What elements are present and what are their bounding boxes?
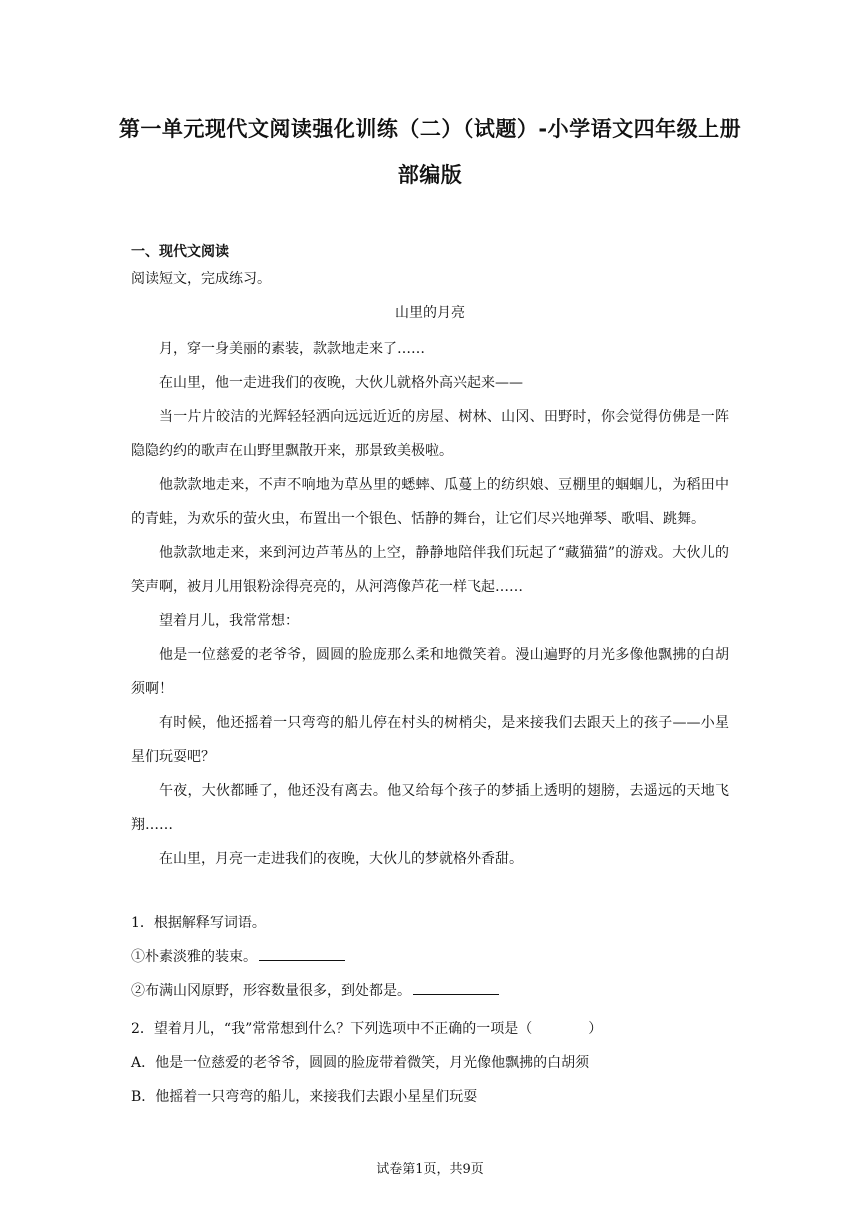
passage-paragraph: 月，穿一身美丽的素装，款款地走来了…… bbox=[159, 341, 425, 357]
section-heading: 一、现代文阅读 bbox=[131, 244, 229, 260]
question-2: 2．望着月儿，“我”常常想到什么？下列选项中不正确的一项是（ ） bbox=[131, 1021, 603, 1037]
passage-paragraph: 在山里，月亮一走进我们的夜晚，大伙儿的梦就格外香甜。 bbox=[159, 851, 523, 867]
document-title: 第一单元现代文阅读强化训练（二）（试题）-小学语文四年级上册部编版 bbox=[118, 117, 742, 187]
page-footer: 试卷第1页，共9页 bbox=[376, 1162, 484, 1177]
answer-blank[interactable] bbox=[259, 946, 345, 961]
reading-passage bbox=[131, 332, 729, 876]
question-2-option-b[interactable]: B．他摇着一只弯弯的船儿，来接我们去跟小星星们玩耍 bbox=[131, 1089, 478, 1105]
passage-paragraph: 他款款地走来，不声不响地为草丛里的蟋蟀、瓜蔓上的纺织娘、豆棚里的蝈蝈儿，为稻田中的青蛙，为欢乐的萤火虫，布置出一个银色、恬静的舞台，让它们尽兴地弹琴、歌唱、跳舞。 bbox=[131, 477, 729, 527]
instruction-text: 阅读短文，完成练习。 bbox=[131, 271, 271, 287]
passage-paragraph: 午夜，大伙都睡了，他还没有离去。他又给每个孩子的梦插上透明的翅膀，去遥远的天地飞翔…… bbox=[131, 783, 729, 833]
question-1-item-b bbox=[131, 974, 729, 1008]
question-1-item-a-text: ①朴素淡雅的装束。 bbox=[131, 949, 257, 965]
passage-paragraph: 当一片片皎洁的光辉轻轻洒向远远近近的房屋、树林、山冈、田野时，你会觉得仿佛是一阵隐隐约约的歌声在山野里飘散开来，那景致美极啦。 bbox=[131, 409, 729, 459]
passage-paragraph: 他款款地走来，来到河边芦苇丛的上空，静静地陪伴我们玩起了“藏猫猫”的游戏。大伙儿的笑声啊，被月儿用银粉涂得亮亮的，从河湾像芦花一样飞起…… bbox=[131, 545, 729, 595]
question-2-option-a[interactable]: A．他是一位慈爱的老爷爷，圆圆的脸庞带着微笑，月光像他飘拂的白胡须 bbox=[131, 1055, 590, 1071]
question-1: 1．根据解释写词语。 bbox=[131, 915, 266, 931]
passage-paragraph: 有时候，他还摇着一只弯弯的船儿停在村头的树梢尖，是来接我们去跟天上的孩子——小星星们玩耍吧？ bbox=[131, 715, 729, 765]
passage-paragraph: 他是一位慈爱的老爷爷，圆圆的脸庞那么柔和地微笑着。漫山遍野的月光多像他飘拂的白胡须啊！ bbox=[131, 647, 729, 697]
passage-title: 山里的月亮 bbox=[395, 305, 465, 321]
passage-paragraph: 在山里，他一走进我们的夜晚，大伙儿就格外高兴起来—— bbox=[159, 375, 523, 391]
passage-paragraph: 望着月儿，我常常想： bbox=[159, 613, 299, 629]
answer-blank[interactable] bbox=[413, 980, 499, 995]
question-list bbox=[131, 906, 729, 1114]
question-1-item-a bbox=[131, 940, 729, 974]
question-1-item-b-text: ②布满山冈原野，形容数量很多，到处都是。 bbox=[131, 983, 411, 999]
